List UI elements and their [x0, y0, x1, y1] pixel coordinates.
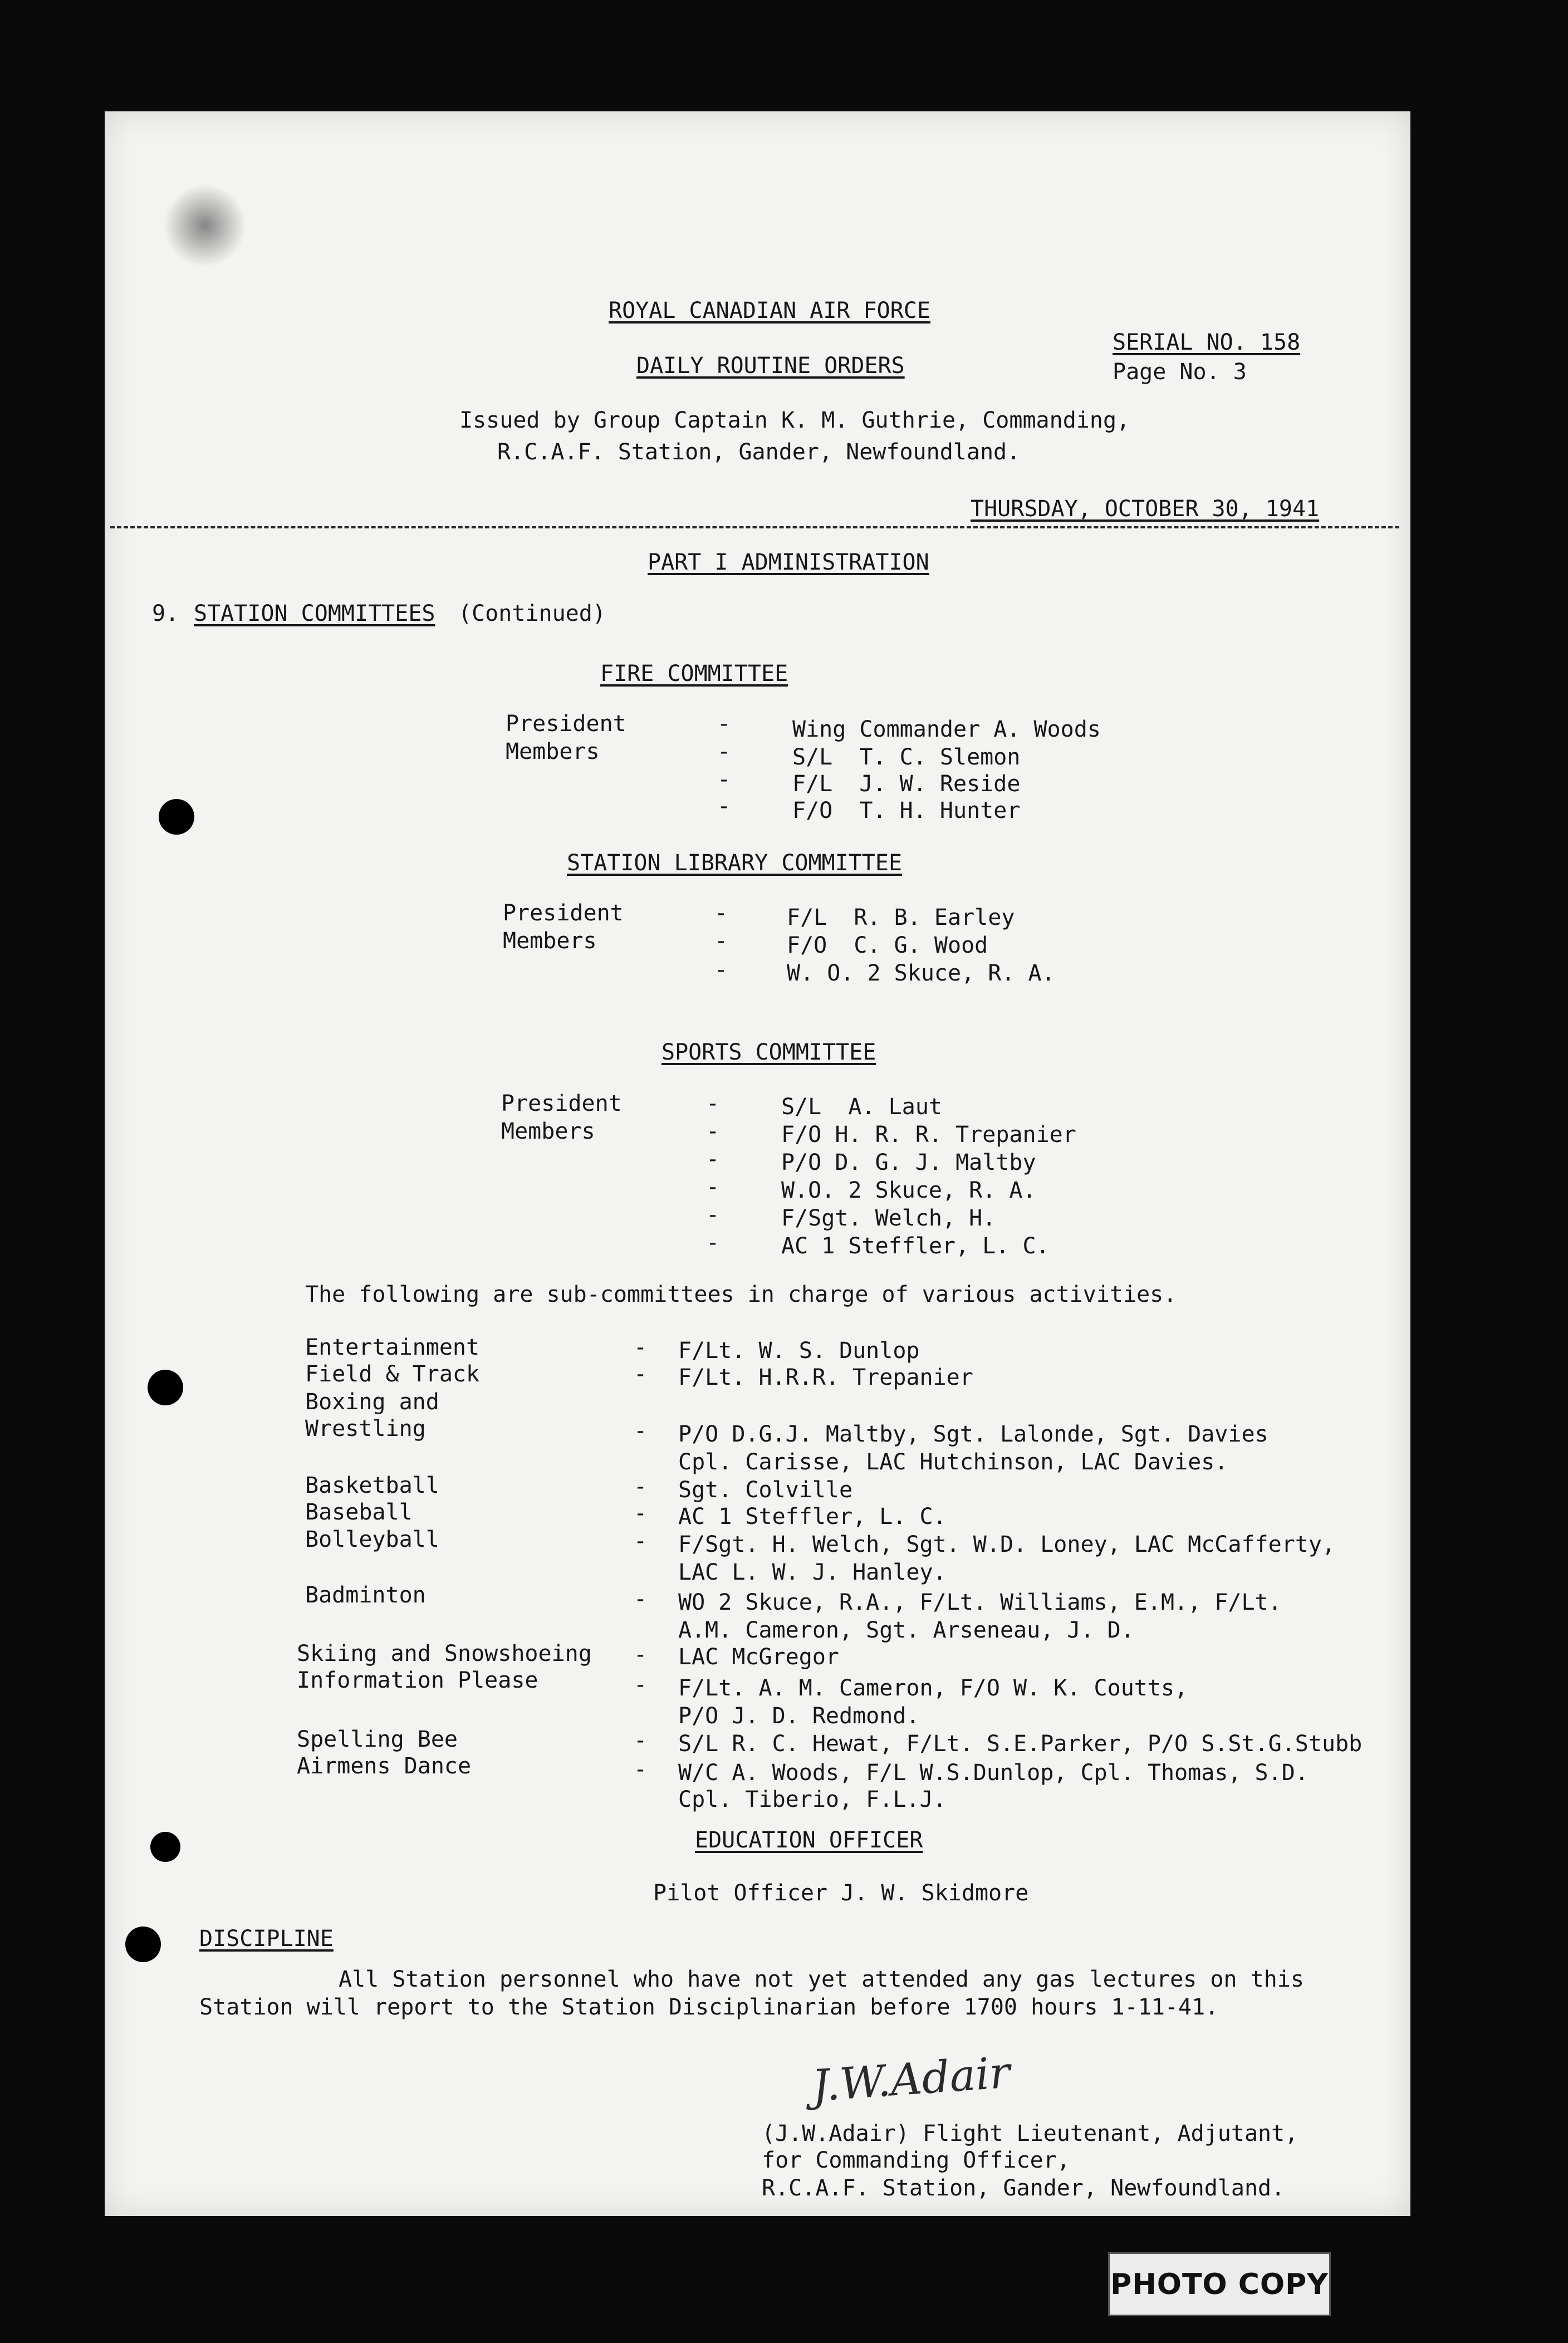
discipline-text-1: All Station personnel who have not yet attended any gas lectures on this	[339, 1967, 1304, 1992]
section-number: 9.	[152, 601, 179, 626]
row-dash: -	[706, 1146, 720, 1172]
row-dash: -	[634, 1586, 648, 1612]
document-title: DAILY ROUTINE ORDERS	[636, 353, 905, 379]
activity-label: Information Please	[297, 1668, 538, 1693]
activity-label: Skiing and Snowshoeing	[297, 1641, 592, 1666]
role-label: Members	[501, 1119, 595, 1144]
divider	[110, 526, 1399, 528]
sports-committee-heading: SPORTS COMMITTEE	[661, 1040, 876, 1065]
row-dash: -	[706, 1202, 720, 1228]
member-name: AC 1 Steffler, L. C.	[781, 1233, 1050, 1259]
row-dash: -	[634, 1672, 648, 1698]
row-dash: -	[706, 1119, 720, 1144]
signature-line-1: (J.W.Adair) Flight Lieutenant, Adjutant,	[762, 2121, 1298, 2146]
issued-line-2: R.C.A.F. Station, Gander, Newfoundland.	[497, 439, 1021, 465]
row-dash: -	[717, 711, 731, 737]
section-title: STATION COMMITTEES	[194, 601, 435, 626]
activity-names: Sgt. Colville	[678, 1477, 853, 1503]
member-name: F/O C. G. Wood	[787, 933, 988, 958]
punch-hole	[148, 1370, 183, 1405]
role-label: Members	[503, 928, 597, 954]
document-page	[105, 111, 1410, 2216]
activity-names: AC 1 Steffler, L. C.	[678, 1504, 947, 1530]
education-officer-name: Pilot Officer J. W. Skidmore	[653, 1880, 1029, 1906]
member-name: F/L R. B. Earley	[787, 905, 1015, 930]
activity-label: Baseball	[305, 1499, 413, 1525]
member-name: S/L T. C. Slemon	[792, 744, 1021, 770]
member-name: P/O D. G. J. Maltby	[781, 1150, 1036, 1175]
issued-line-1: Issued by Group Captain K. M. Guthrie, Commanding,	[459, 408, 1130, 433]
activity-names: F/Lt. A. M. Cameron, F/O W. K. Coutts,	[678, 1675, 1188, 1701]
role-label: President	[503, 900, 624, 926]
activity-names: Cpl. Tiberio, F.L.J.	[678, 1787, 947, 1812]
row-dash: -	[634, 1642, 648, 1668]
ink-smudge	[163, 184, 247, 267]
activity-names: P/O J. D. Redmond.	[678, 1703, 920, 1729]
section-suffix: (Continued)	[458, 601, 606, 626]
activity-label: Wrestling	[305, 1416, 426, 1442]
row-dash: -	[634, 1418, 648, 1444]
library-committee-heading: STATION LIBRARY COMMITTEE	[567, 850, 903, 876]
order-date: THURSDAY, OCTOBER 30, 1941	[971, 496, 1320, 522]
activity-names: S/L R. C. Hewat, F/Lt. S.E.Parker, P/O S.St.G.Stubb	[678, 1731, 1363, 1757]
activity-label: Entertainment	[305, 1335, 480, 1360]
activity-names: W/C A. Woods, F/L W.S.Dunlop, Cpl. Thomas, S.D.	[678, 1760, 1309, 1786]
fire-committee-heading: FIRE COMMITTEE	[600, 661, 788, 687]
member-name: F/Sgt. Welch, H.	[781, 1205, 996, 1231]
member-name: S/L A. Laut	[781, 1094, 942, 1120]
activity-names: P/O D.G.J. Maltby, Sgt. Lalonde, Sgt. Davies	[678, 1422, 1268, 1447]
member-name: W.O. 2 Skuce, R. A.	[781, 1178, 1036, 1203]
activity-names: F/Lt. H.R.R. Trepanier	[678, 1365, 973, 1390]
row-dash: -	[634, 1728, 648, 1753]
row-dash: -	[706, 1230, 720, 1256]
activity-label: Field & Track	[305, 1361, 480, 1387]
activity-label: Badminton	[305, 1582, 426, 1608]
row-dash: -	[714, 957, 728, 983]
row-dash: -	[634, 1335, 648, 1360]
member-name: F/L J. W. Reside	[792, 771, 1021, 797]
activity-label: Boxing and	[305, 1389, 439, 1415]
signature-line-2: for Commanding Officer,	[762, 2148, 1070, 2173]
page-number: Page No. 3	[1113, 359, 1247, 385]
activity-label: Bolleyball	[305, 1527, 439, 1552]
row-dash: -	[717, 793, 731, 819]
row-dash: -	[634, 1528, 648, 1554]
row-dash: -	[706, 1091, 720, 1116]
org-name: ROYAL CANADIAN AIR FORCE	[609, 298, 930, 323]
punch-hole	[150, 1832, 180, 1862]
activity-label: Airmens Dance	[297, 1753, 472, 1779]
row-dash: -	[634, 1757, 648, 1782]
role-label: President	[501, 1091, 622, 1116]
member-name: W. O. 2 Skuce, R. A.	[787, 960, 1055, 986]
serial-number: SERIAL NO. 158	[1113, 330, 1301, 355]
photo-copy-stamp: PHOTO COPY	[1108, 2252, 1331, 2316]
activity-label: Basketball	[305, 1473, 439, 1498]
education-officer-heading: EDUCATION OFFICER	[695, 1827, 923, 1853]
row-dash: -	[717, 767, 731, 792]
member-name: F/O H. R. R. Trepanier	[781, 1122, 1076, 1148]
activity-names: F/Sgt. H. Welch, Sgt. W.D. Loney, LAC McCafferty,	[678, 1532, 1336, 1557]
activity-label: Spelling Bee	[297, 1727, 458, 1752]
row-dash: -	[634, 1361, 648, 1387]
punch-hole	[125, 1927, 161, 1962]
row-dash: -	[717, 739, 731, 764]
handwritten-signature: J.W.Adair	[810, 2047, 1012, 2112]
activity-names: F/Lt. W. S. Dunlop	[678, 1338, 920, 1364]
role-label: Members	[506, 739, 600, 764]
activity-names: WO 2 Skuce, R.A., F/Lt. Williams, E.M., F/Lt.	[678, 1590, 1282, 1615]
activity-names: Cpl. Carisse, LAC Hutchinson, LAC Davies.	[678, 1449, 1228, 1475]
member-name: F/O T. H. Hunter	[792, 798, 1021, 824]
member-name: Wing Commander A. Woods	[792, 717, 1101, 742]
subcommittees-intro: The following are sub-committees in charge of various activities.	[305, 1282, 1177, 1307]
activity-names: LAC McGregor	[678, 1644, 839, 1670]
punch-hole	[159, 799, 194, 835]
discipline-text-2: Station will report to the Station Disciplinarian before 1700 hours 1-11-41.	[199, 1994, 1219, 2020]
activity-names: A.M. Cameron, Sgt. Arseneau, J. D.	[678, 1617, 1134, 1643]
discipline-heading: DISCIPLINE	[199, 1926, 334, 1952]
row-dash: -	[634, 1474, 648, 1499]
row-dash: -	[634, 1501, 648, 1526]
signature-line-3: R.C.A.F. Station, Gander, Newfoundland.	[762, 2175, 1285, 2201]
role-label: President	[506, 711, 626, 737]
row-dash: -	[714, 928, 728, 954]
part-heading: PART I ADMINISTRATION	[648, 550, 929, 575]
row-dash: -	[714, 900, 728, 926]
activity-names: LAC L. W. J. Hanley.	[678, 1560, 947, 1585]
row-dash: -	[706, 1174, 720, 1200]
